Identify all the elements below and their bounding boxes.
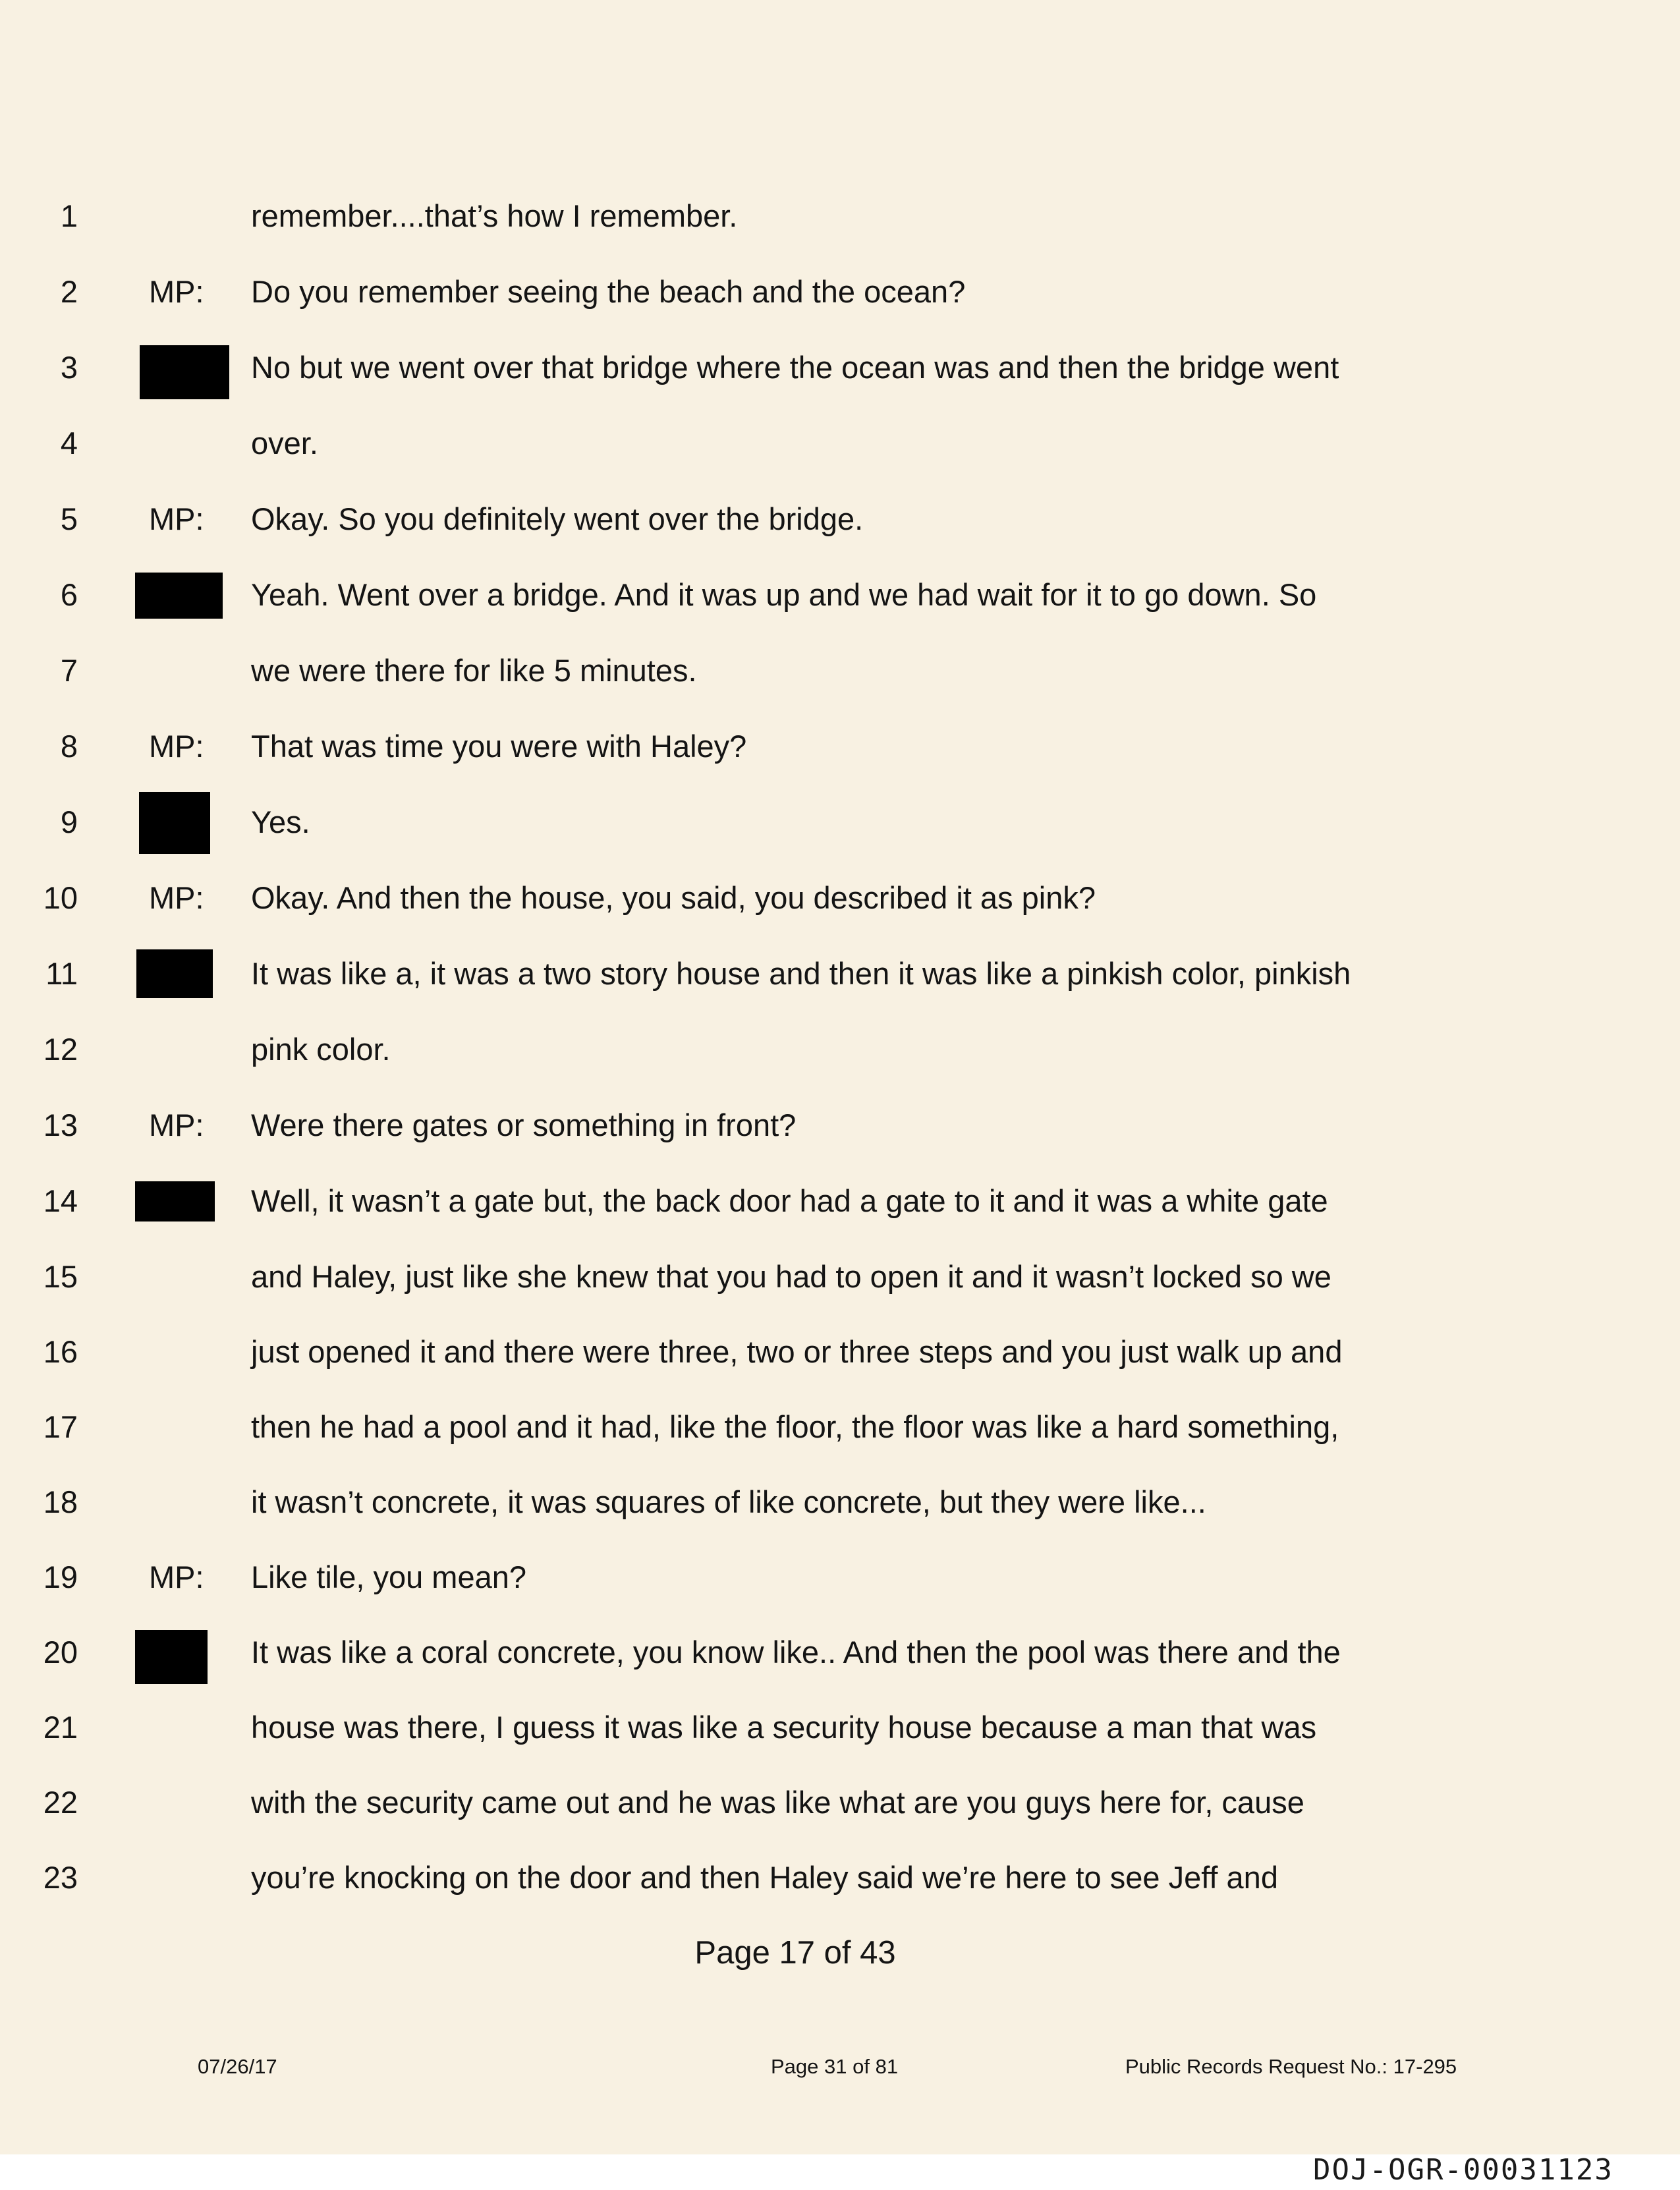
transcript-line <box>0 424 1680 463</box>
line-number: 3 <box>60 350 78 385</box>
line-number: 11 <box>45 956 78 991</box>
speaker-label: MP: <box>149 274 204 309</box>
line-text: Okay. And then the house, you said, you described it as pink? <box>251 880 1096 915</box>
line-number: 19 <box>43 1559 78 1594</box>
line-number: 6 <box>60 577 78 612</box>
line-text: it wasn’t concrete, it was squares of like concrete, but they were like... <box>251 1484 1206 1519</box>
transcript-line <box>0 1633 1680 1672</box>
transcript-page-number: Page 17 of 43 <box>694 1935 896 1971</box>
line-number: 9 <box>60 804 78 839</box>
transcript-line <box>0 1783 1680 1822</box>
redaction-block <box>136 949 213 998</box>
speaker-label: MP: <box>149 1559 204 1594</box>
speaker-label: MP: <box>149 729 204 764</box>
footer-date: 07/26/17 <box>198 2055 277 2078</box>
transcript-line <box>0 1106 1680 1145</box>
line-text: with the security came out and he was like what are you guys here for, cause <box>251 1785 1304 1820</box>
transcript-line <box>0 1332 1680 1372</box>
footer-page-number: Page 31 of 81 <box>771 2055 899 2078</box>
line-number: 17 <box>43 1409 78 1444</box>
line-text: and Haley, just like she knew that you had to open it and it wasn’t locked so we <box>251 1259 1331 1294</box>
transcript-line <box>0 651 1680 690</box>
line-number: 13 <box>43 1108 78 1142</box>
line-number: 15 <box>43 1259 78 1294</box>
line-text: just opened it and there were three, two or three steps and you just walk up and <box>251 1334 1343 1369</box>
line-text: remember....that’s how I remember. <box>251 198 738 233</box>
line-text: then he had a pool and it had, like the floor, the floor was like a hard something, <box>251 1409 1339 1444</box>
redaction-block <box>135 573 223 619</box>
line-text: Were there gates or something in front? <box>251 1108 797 1142</box>
line-number: 16 <box>43 1334 78 1369</box>
line-number: 18 <box>43 1484 78 1519</box>
line-number: 2 <box>60 274 78 309</box>
line-number: 5 <box>60 501 78 536</box>
speaker-label: MP: <box>149 1108 204 1142</box>
line-number: 21 <box>43 1710 78 1745</box>
transcript-line <box>0 1257 1680 1297</box>
transcript-line <box>0 1858 1680 1897</box>
transcript-line <box>0 878 1680 918</box>
transcript-line <box>0 1407 1680 1447</box>
line-text: we were there for like 5 minutes. <box>251 653 697 688</box>
line-number: 23 <box>43 1860 78 1895</box>
line-text: house was there, I guess it was like a security house because a man that was <box>251 1710 1317 1745</box>
transcript-line <box>0 954 1680 994</box>
line-number: 14 <box>43 1183 78 1218</box>
transcript-line <box>0 1482 1680 1522</box>
line-text: That was time you were with Haley? <box>251 729 747 764</box>
transcript-line <box>0 272 1680 312</box>
transcript-line <box>0 196 1680 236</box>
line-text: No but we went over that bridge where the ocean was and then the bridge went <box>251 350 1339 385</box>
redaction-block <box>135 1181 215 1221</box>
transcript-line <box>0 1708 1680 1747</box>
redaction-block <box>140 345 229 399</box>
line-number: 4 <box>60 426 78 461</box>
line-text: over. <box>251 426 318 461</box>
line-number: 20 <box>43 1635 78 1670</box>
line-text: Like tile, you mean? <box>251 1559 527 1594</box>
line-text: Well, it wasn’t a gate but, the back door had a gate to it and it was a white gate <box>251 1183 1328 1218</box>
redaction-block <box>139 792 210 854</box>
transcript-line <box>0 802 1680 842</box>
transcript-line <box>0 499 1680 539</box>
speaker-label: MP: <box>149 501 204 536</box>
line-text: Okay. So you definitely went over the bridge. <box>251 501 864 536</box>
line-number: 7 <box>60 653 78 688</box>
redaction-block <box>135 1630 208 1684</box>
transcript-line <box>0 348 1680 387</box>
footer-request-number: Public Records Request No.: 17-295 <box>1125 2055 1457 2078</box>
line-text: you’re knocking on the door and then Haley said we’re here to see Jeff and <box>251 1860 1278 1895</box>
line-number: 12 <box>43 1032 78 1067</box>
bates-number: DOJ-OGR-00031123 <box>1313 2153 1613 2187</box>
line-number: 10 <box>43 880 78 915</box>
line-text: Do you remember seeing the beach and the ocean? <box>251 274 966 309</box>
line-text: It was like a, it was a two story house and then it was like a pinkish color, pinkish <box>251 956 1351 991</box>
speaker-label: MP: <box>149 880 204 915</box>
transcript-line <box>0 575 1680 615</box>
line-text: Yes. <box>251 804 310 839</box>
line-text: pink color. <box>251 1032 391 1067</box>
line-number: 22 <box>43 1785 78 1820</box>
line-number: 8 <box>60 729 78 764</box>
transcript-line <box>0 1181 1680 1221</box>
transcript-line <box>0 1558 1680 1597</box>
line-text: It was like a coral concrete, you know like.. And then the pool was there and the <box>251 1635 1341 1670</box>
line-text: Yeah. Went over a bridge. And it was up and we had wait for it to go down. So <box>251 577 1317 612</box>
line-number: 1 <box>60 198 78 233</box>
transcript-line <box>0 727 1680 766</box>
transcript-line <box>0 1030 1680 1069</box>
